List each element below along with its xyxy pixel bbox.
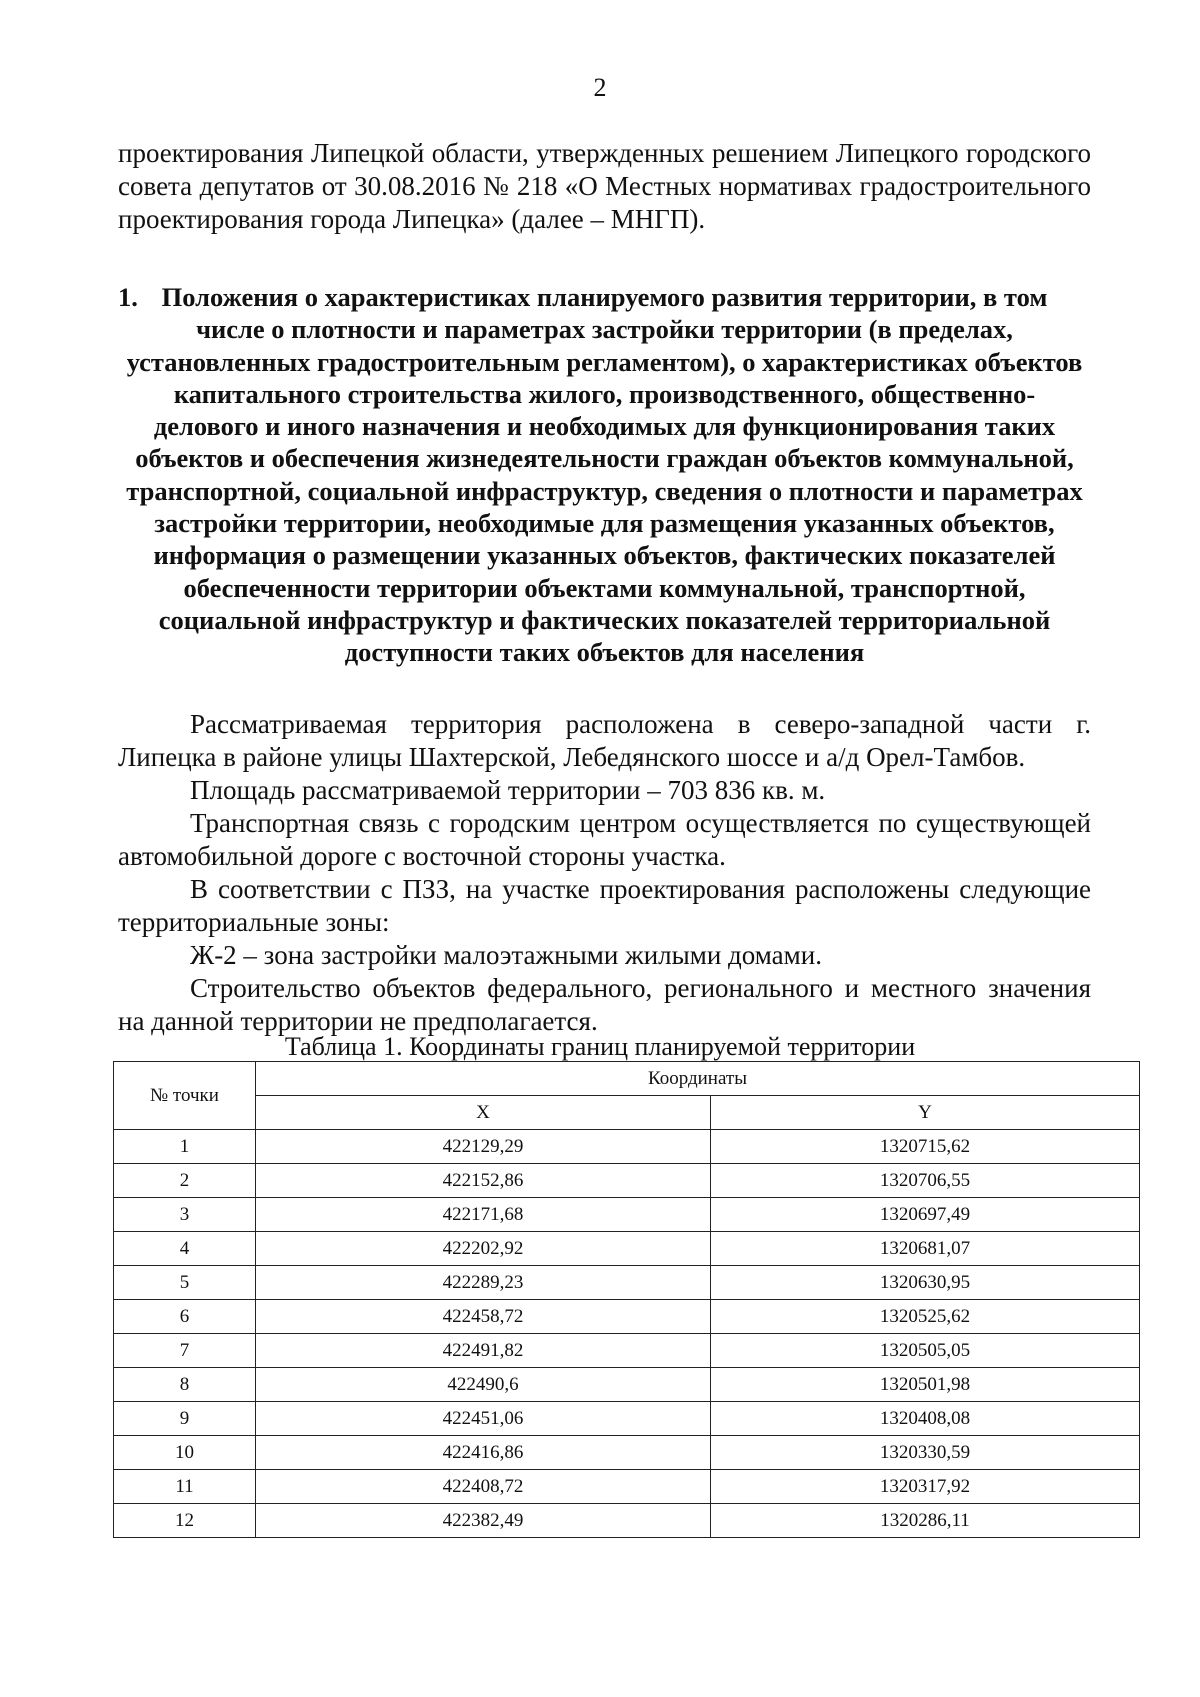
table-row	[114, 1504, 1140, 1538]
body-text	[118, 708, 1091, 1038]
intro-text: проектирования Липецкой области, утвержденных решением Липецкого городского совета депутатов от 30.08.2016 № 218 «О Местных нормативах градостроительного проектирования города Липецка» (далее – МНГП).	[118, 138, 1091, 234]
table-row	[114, 1436, 1140, 1470]
table-row	[114, 1470, 1140, 1504]
header-y: Y	[711, 1096, 1140, 1130]
section-heading	[118, 281, 1091, 669]
cell-x: 422202,92	[256, 1232, 711, 1266]
cell-x: 422382,49	[256, 1504, 711, 1538]
cell-point: 4	[114, 1232, 256, 1266]
table-row	[114, 1334, 1140, 1368]
paragraph-location: Рассматриваемая территория расположена в северо-западной части г. Липецка в районе улицы Шахтерской, Лебедянского шоссе и а/д Орел-Тамбов.	[118, 709, 1091, 772]
table-row	[114, 1266, 1140, 1300]
table-caption: Таблица 1. Координаты границ планируемой территории	[284, 1032, 916, 1061]
cell-y: 1320630,95	[711, 1266, 1140, 1300]
heading-line: транспортной, социальной инфраструктур, сведения о плотности и параметрах	[126, 475, 1083, 506]
cell-x: 422458,72	[256, 1300, 711, 1334]
cell-x: 422416,86	[256, 1436, 711, 1470]
cell-x: 422490,6	[256, 1368, 711, 1402]
table-row	[114, 1164, 1140, 1198]
cell-point: 1	[114, 1130, 256, 1164]
cell-y: 1320706,55	[711, 1164, 1140, 1198]
heading-line: социальной инфраструктур и фактических показателей территориальной	[158, 604, 1051, 635]
cell-y: 1320715,62	[711, 1130, 1140, 1164]
paragraph-construction: Строительство объектов федерального, регионального и местного значения на данной территории не предполагается.	[118, 973, 1091, 1036]
intro-paragraph	[118, 137, 1091, 236]
cell-x: 422152,86	[256, 1164, 711, 1198]
table-row	[114, 1198, 1140, 1232]
heading-line: обеспеченности территории объектами коммунальной, транспортной,	[183, 572, 1026, 603]
cell-x: 422491,82	[256, 1334, 711, 1368]
cell-y: 1320525,62	[711, 1300, 1140, 1334]
table-row	[114, 1402, 1140, 1436]
table-row	[114, 1368, 1140, 1402]
heading-line: капитального строительства жилого, производственного, общественно-	[173, 378, 1036, 409]
heading-line: Положения о характеристиках планируемого развития территории, в том	[161, 282, 1048, 312]
section-number: 1.	[118, 282, 138, 312]
cell-x: 422289,23	[256, 1266, 711, 1300]
heading-line: делового и иного назначения и необходимых для функционирования таких	[153, 411, 1056, 442]
heading-line: застройки территории, необходимые для размещения указанных объектов,	[154, 508, 1055, 539]
header-coordinates: Координаты	[256, 1062, 1140, 1096]
cell-y: 1320286,11	[711, 1504, 1140, 1538]
paragraph-area: Площадь рассматриваемой территории – 703 836 кв. м.	[190, 775, 826, 805]
cell-point: 7	[114, 1334, 256, 1368]
paragraph-transport: Транспортная связь с городским центром осуществляется по существующей автомобильной дороге с восточной стороны участка.	[118, 808, 1091, 871]
table-row	[114, 1300, 1140, 1334]
cell-y: 1320317,92	[711, 1470, 1140, 1504]
header-x: X	[256, 1096, 711, 1130]
header-point-number: № точки	[114, 1062, 256, 1130]
table-row	[114, 1130, 1140, 1164]
heading-line: числе о плотности и параметрах застройки территории (в пределах,	[196, 314, 1013, 345]
cell-x: 422451,06	[256, 1402, 711, 1436]
cell-y: 1320501,98	[711, 1368, 1140, 1402]
cell-y: 1320330,59	[711, 1436, 1140, 1470]
cell-x: 422129,29	[256, 1130, 711, 1164]
cell-point: 9	[114, 1402, 256, 1436]
heading-line: информация о размещении указанных объектов, фактических показателей	[153, 540, 1056, 571]
paragraph-zones: В соответствии с ПЗЗ, на участке проектирования расположены следующие территориальные зоны:	[118, 874, 1091, 937]
cell-point: 12	[114, 1504, 256, 1538]
cell-point: 2	[114, 1164, 256, 1198]
cell-y: 1320505,05	[711, 1334, 1140, 1368]
paragraph-zone-zh2: Ж-2 – зона застройки малоэтажными жилыми домами.	[190, 940, 822, 970]
cell-point: 3	[114, 1198, 256, 1232]
cell-x: 422171,68	[256, 1198, 711, 1232]
cell-y: 1320697,49	[711, 1198, 1140, 1232]
page-number: 2	[593, 73, 607, 102]
heading-line: установленных градостроительным регламентом), о характеристиках объектов	[126, 346, 1083, 377]
cell-point: 10	[114, 1436, 256, 1470]
cell-y: 1320681,07	[711, 1232, 1140, 1266]
heading-line: объектов и обеспечения жизнедеятельности граждан объектов коммунальной,	[135, 443, 1074, 474]
table-row	[114, 1232, 1140, 1266]
coordinates-table	[113, 1061, 1140, 1538]
cell-point: 11	[114, 1470, 256, 1504]
cell-point: 5	[114, 1266, 256, 1300]
cell-point: 6	[114, 1300, 256, 1334]
cell-x: 422408,72	[256, 1470, 711, 1504]
heading-line: доступности таких объектов для населения	[344, 637, 865, 668]
cell-point: 8	[114, 1368, 256, 1402]
cell-y: 1320408,08	[711, 1402, 1140, 1436]
